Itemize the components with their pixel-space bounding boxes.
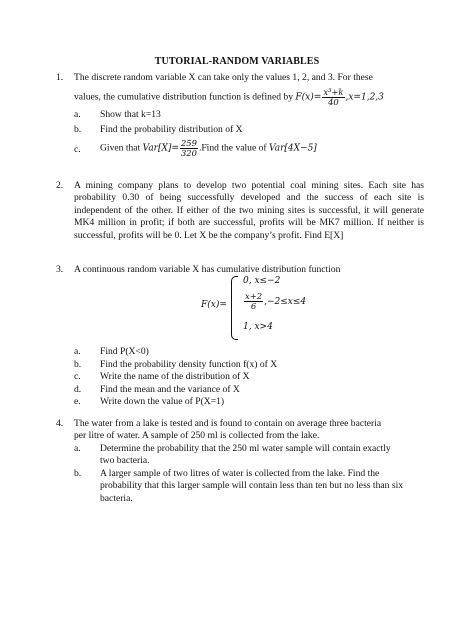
question-3-line-1: A continuous random variable X has cumulative distribution function — [74, 264, 341, 275]
question-1-line-1: The discrete random variable X can take only the values 1, 2, and 3. For these — [74, 72, 373, 83]
question-4-part-a — [74, 443, 424, 468]
piecewise-brace — [231, 276, 238, 340]
variance-numerator: 259 — [180, 138, 197, 149]
question-3-part-c — [74, 371, 424, 383]
piecewise-row-1: 0, x≤−2 — [243, 276, 281, 286]
part-label: b. — [74, 358, 82, 370]
question-4-line-1: The water from a lake is tested and is found to contain on average three bacteria — [74, 418, 382, 429]
question-2-text: A mining company plans to develop two potential coal mining sites. Each site has probability 0.30 of being successfully developed and the success of each site is independent of the other. If either of the two mining sites is successful, it will generate MK4 million in profit; if both are successful, profits will be MK7 million. If neither is successful, profits will be 0. Let X be the company’s profit. Find E[X] — [74, 180, 424, 241]
cdf-denominator: 40 — [328, 97, 339, 108]
variance-fraction — [180, 139, 198, 158]
piecewise-row-3: 1, x>4 — [243, 322, 273, 332]
question-3-part-b — [74, 359, 424, 371]
part-text: Find the mean and the variance of X — [100, 383, 240, 395]
part-label: b. — [74, 467, 82, 479]
variance-lhs: Var[X]= — [142, 143, 179, 154]
part-label: a. — [74, 346, 81, 358]
part-text: Write down the value of P(X=1) — [100, 396, 225, 408]
piecewise-fraction — [244, 292, 263, 311]
question-4-part-b — [74, 468, 424, 505]
question-3-part-d — [74, 384, 424, 396]
variance-expression: Var[4X−5] — [269, 143, 317, 154]
part-text: Find P(X<0) — [100, 346, 149, 358]
question-1-part-c — [74, 139, 424, 158]
part-c-pre: Given that — [100, 142, 141, 154]
part-c-post: .Find the value of — [198, 142, 267, 154]
question-number: 1. — [56, 72, 64, 83]
question-number: 3. — [56, 264, 64, 275]
piecewise-condition: ,−2≤x≤4 — [264, 296, 307, 307]
part-label: e. — [74, 396, 81, 408]
question-1-line-2 — [74, 88, 424, 107]
question-2 — [56, 180, 424, 242]
part-label: c. — [74, 371, 81, 383]
part-a-line-2: two bacteria. — [100, 455, 150, 467]
piecewise-lhs: F(x)= — [201, 300, 227, 310]
question-4 — [56, 418, 424, 505]
part-label: a. — [74, 109, 81, 121]
question-number: 2. — [56, 180, 64, 191]
part-b-line-2: probability that this larger sample will contain less than ten but no less than six — [100, 480, 404, 492]
question-1 — [56, 72, 424, 158]
question-3 — [56, 264, 424, 409]
part-text: Find the probability distribution of X — [100, 123, 243, 135]
piecewise-cdf — [201, 276, 401, 338]
cdf-fraction — [322, 88, 344, 107]
page-title: TUTORIAL-RANDOM VARIABLES — [154, 56, 320, 67]
question-1-part-a — [74, 109, 424, 121]
cdf-numerator: x³+k — [323, 87, 344, 98]
part-text: Find the probability density function f(x) of X — [100, 358, 278, 370]
question-3-part-e — [74, 396, 424, 408]
question-4-line-2: per litre of water. A sample of 250 ml is collected from the lake. — [74, 430, 320, 442]
question-1-line-2-text: values, the cumulative distribution function is defined by — [74, 91, 294, 103]
cdf-lhs: F(x)= — [295, 92, 322, 103]
piecewise-numerator: x+2 — [245, 291, 263, 301]
part-text: Write the name of the distribution of X — [100, 371, 250, 383]
piecewise-row-2 — [243, 292, 306, 311]
part-label: b. — [74, 123, 82, 135]
part-label: a. — [74, 442, 81, 454]
part-label: c. — [74, 144, 81, 156]
part-b-line-1: A larger sample of two litres of water is collected from the lake. Find the — [100, 467, 380, 479]
part-b-line-3: bacteria. — [100, 492, 133, 504]
part-a-line-1: Determine the probability that the 250 ml water sample will contain exactly — [100, 442, 391, 454]
part-text: Show that k=13 — [100, 109, 161, 121]
question-number: 4. — [56, 418, 64, 429]
question-1-part-b — [74, 124, 424, 136]
cdf-domain: ,x=1,2,3 — [345, 92, 384, 103]
part-label: d. — [74, 383, 82, 395]
question-3-part-a — [74, 346, 424, 358]
piecewise-denominator: 6 — [250, 300, 257, 311]
variance-denominator: 320 — [180, 147, 197, 158]
